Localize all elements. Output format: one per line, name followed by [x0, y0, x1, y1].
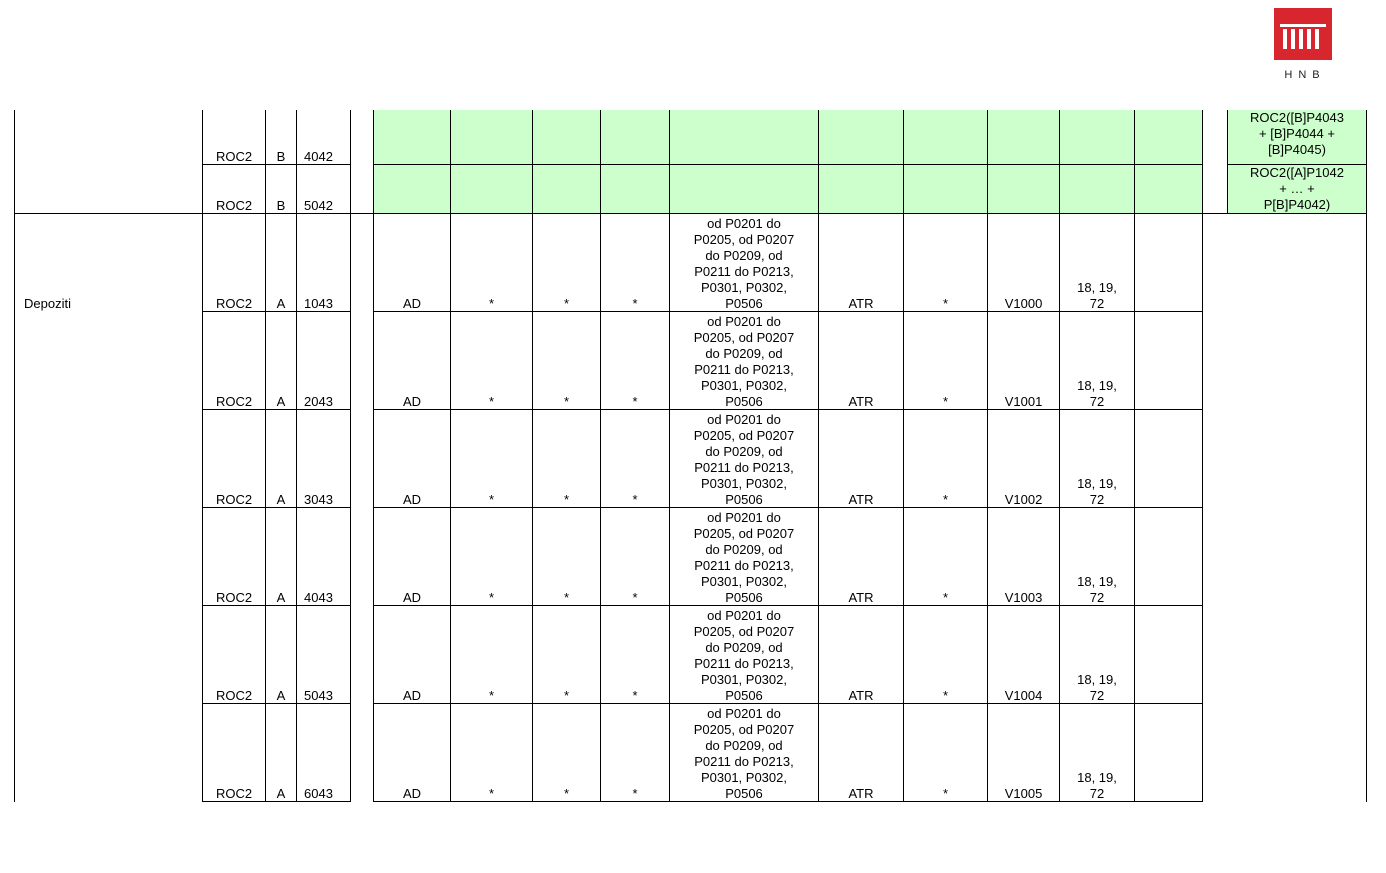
part-cell: A [276, 492, 286, 507]
code-cell: ROC2 [215, 688, 253, 703]
attribute-cell: ATR [848, 296, 874, 311]
code-cell: ROC2 [215, 149, 253, 164]
star-cell: * [488, 492, 495, 507]
section-divider [14, 213, 1367, 214]
number-cell: 6043 [304, 786, 333, 801]
validation-cell: V1004 [1004, 688, 1043, 703]
star-cell: * [632, 394, 638, 409]
references-cell: 18, 19, 72 [1077, 378, 1117, 409]
grid-line [350, 214, 351, 802]
attribute-cell: ATR [848, 394, 874, 409]
code-cell: ROC2 [215, 296, 253, 311]
grid-line [532, 214, 533, 802]
grid-line [450, 110, 451, 214]
grid-line [202, 409, 351, 410]
attribute-cell: ATR [848, 492, 874, 507]
grid-line [1134, 110, 1135, 214]
part-cell: B [276, 149, 286, 164]
validation-cell: V1002 [1004, 492, 1043, 507]
grid-line [373, 605, 1203, 606]
grid-line [450, 214, 451, 802]
positions-cell: od P0201 do P0205, od P0207 do P0209, od P0211 do P0213, P0301, P0302, P0506 [693, 608, 795, 703]
star-cell: * [942, 492, 949, 507]
type-cell: AD [402, 296, 422, 311]
star-cell: * [632, 492, 638, 507]
star-cell: * [488, 786, 495, 801]
star-cell: * [942, 688, 949, 703]
formula-cell: ROC2([A]P1042 + … + P[B]P4042) [1227, 165, 1367, 214]
grid-line [1134, 214, 1135, 802]
grid-line [1202, 110, 1203, 214]
grid-line [1227, 110, 1228, 214]
number-cell: 2043 [304, 394, 333, 409]
number-cell: 4042 [304, 149, 333, 164]
grid-line [265, 110, 266, 214]
grid-line [202, 110, 203, 214]
positions-cell: od P0201 do P0205, od P0207 do P0209, od P0211 do P0213, P0301, P0302, P0506 [693, 216, 795, 311]
star-cell: * [488, 590, 495, 605]
code-cell: ROC2 [215, 394, 253, 409]
type-cell: AD [402, 786, 422, 801]
number-cell: 3043 [304, 492, 333, 507]
group-label: Depoziti [24, 296, 71, 311]
positions-cell: od P0201 do P0205, od P0207 do P0209, od P0211 do P0213, P0301, P0302, P0506 [693, 706, 795, 801]
grid-line [532, 110, 533, 214]
references-cell: 18, 19, 72 [1077, 280, 1117, 311]
code-cell: ROC2 [215, 198, 253, 213]
grid-line [669, 214, 670, 802]
validation-cell: V1001 [1004, 394, 1043, 409]
grid-line [373, 801, 1203, 802]
grid-line [903, 110, 904, 214]
grid-line [1227, 164, 1367, 165]
grid-line [1059, 110, 1060, 214]
grid-line [202, 311, 351, 312]
grid-line [373, 110, 374, 214]
grid-line [296, 110, 297, 214]
references-cell: 18, 19, 72 [1077, 770, 1117, 801]
grid-line [202, 164, 351, 165]
code-cell: ROC2 [215, 786, 253, 801]
grid-line [296, 214, 297, 802]
star-cell: * [563, 786, 570, 801]
star-cell: * [563, 394, 570, 409]
highlight-band [373, 165, 1203, 214]
code-cell: ROC2 [215, 492, 253, 507]
columns-icon [1274, 8, 1332, 60]
grid-line [373, 507, 1203, 508]
star-cell: * [563, 296, 570, 311]
attribute-cell: ATR [848, 786, 874, 801]
attribute-cell: ATR [848, 590, 874, 605]
number-cell: 5043 [304, 688, 333, 703]
star-cell: * [563, 492, 570, 507]
part-cell: A [276, 590, 286, 605]
validation-cell: V1003 [1004, 590, 1043, 605]
part-cell: A [276, 394, 286, 409]
grid-line [265, 214, 266, 802]
grid-line [818, 110, 819, 214]
grid-line [373, 164, 1203, 165]
star-cell: * [942, 590, 949, 605]
star-cell: * [563, 590, 570, 605]
references-cell: 18, 19, 72 [1077, 476, 1117, 507]
code-cell: ROC2 [215, 590, 253, 605]
star-cell: * [632, 688, 638, 703]
grid-line [202, 507, 351, 508]
number-cell: 5042 [304, 198, 333, 213]
logo-mark [1274, 8, 1332, 60]
grid-line [373, 214, 374, 802]
attribute-cell: ATR [848, 688, 874, 703]
number-cell: 4043 [304, 590, 333, 605]
type-cell: AD [402, 688, 422, 703]
grid-line [202, 703, 351, 704]
grid-line [669, 110, 670, 214]
type-cell: AD [402, 590, 422, 605]
highlight-band [373, 110, 1203, 165]
star-cell: * [632, 296, 638, 311]
type-cell: AD [402, 492, 422, 507]
grid-line [350, 110, 351, 214]
part-cell: A [276, 296, 286, 311]
number-cell: 1043 [304, 296, 333, 311]
references-cell: 18, 19, 72 [1077, 574, 1117, 605]
grid-line [373, 703, 1203, 704]
grid-line [373, 409, 1203, 410]
grid-line [818, 214, 819, 802]
star-cell: * [488, 688, 495, 703]
type-cell: AD [402, 394, 422, 409]
star-cell: * [632, 590, 638, 605]
grid-line [903, 214, 904, 802]
formula-cell: ROC2([B]P4043 + [B]P4044 + [B]P4045) [1227, 110, 1367, 165]
star-cell: * [942, 394, 949, 409]
logo-text: HNB [1284, 69, 1326, 81]
part-cell: B [276, 198, 286, 213]
validation-cell: V1000 [1004, 296, 1043, 311]
grid-line [202, 801, 351, 802]
star-cell: * [563, 688, 570, 703]
positions-cell: od P0201 do P0205, od P0207 do P0209, od P0211 do P0213, P0301, P0302, P0506 [693, 314, 795, 409]
references-cell: 18, 19, 72 [1077, 672, 1117, 703]
grid-line [1059, 214, 1060, 802]
grid-line [600, 110, 601, 214]
grid-line [987, 110, 988, 214]
star-cell: * [942, 786, 949, 801]
grid-line [373, 311, 1203, 312]
positions-cell: od P0201 do P0205, od P0207 do P0209, od P0211 do P0213, P0301, P0302, P0506 [693, 412, 795, 507]
part-cell: A [276, 688, 286, 703]
hnb-logo [1274, 8, 1332, 81]
grid-line [1202, 214, 1203, 802]
star-cell: * [942, 296, 949, 311]
grid-line [600, 214, 601, 802]
grid-line [202, 214, 203, 802]
star-cell: * [488, 394, 495, 409]
star-cell: * [488, 296, 495, 311]
star-cell: * [632, 786, 638, 801]
part-cell: A [276, 786, 286, 801]
positions-cell: od P0201 do P0205, od P0207 do P0209, od P0211 do P0213, P0301, P0302, P0506 [693, 510, 795, 605]
grid-line [202, 605, 351, 606]
validation-cell: V1005 [1004, 786, 1043, 801]
grid-line [987, 214, 988, 802]
